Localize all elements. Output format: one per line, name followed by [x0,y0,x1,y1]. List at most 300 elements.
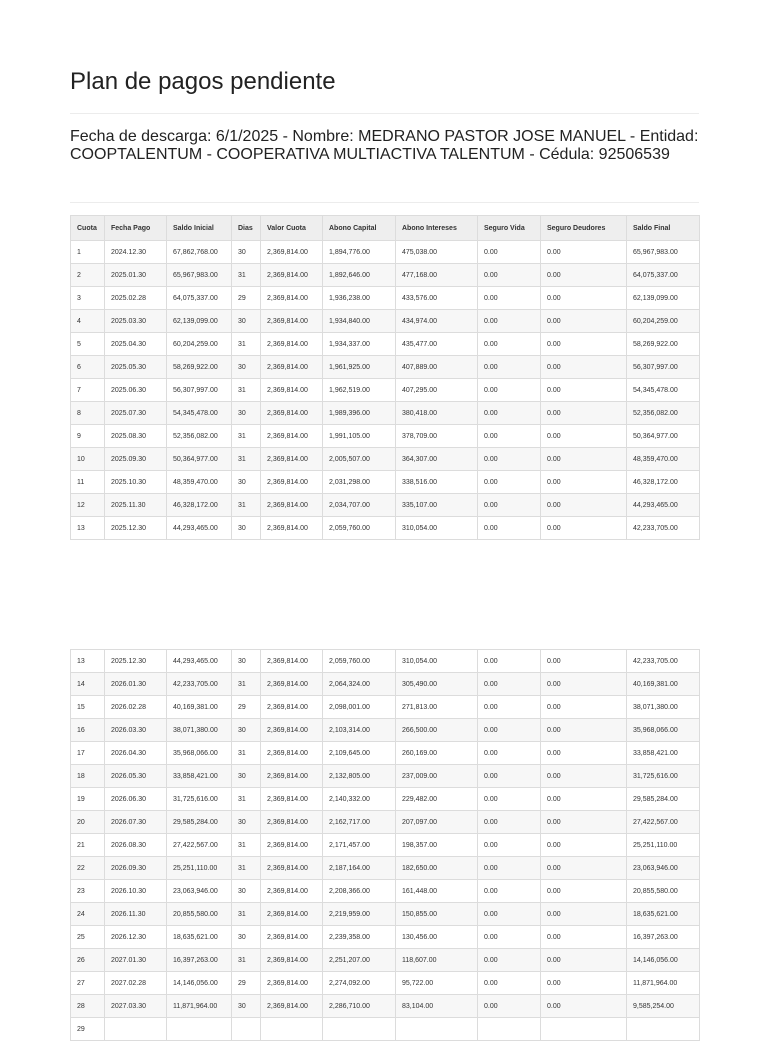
column-header: Abono Capital [323,216,396,241]
table-row [71,471,700,494]
table-cell: 1,934,337.00 [323,333,396,356]
table-cell: 33,858,421.00 [627,742,700,765]
table-cell: 266,500.00 [396,719,478,742]
table-cell: 0.00 [541,903,627,926]
table-cell: 29 [232,696,261,719]
table-cell: 31,725,616.00 [167,788,232,811]
table-cell: 62,139,099.00 [167,310,232,333]
table-cell: 83,104.00 [396,995,478,1018]
table-cell: 0.00 [541,719,627,742]
table-cell: 2026.10.30 [105,880,167,903]
table-cell: 58,269,922.00 [627,333,700,356]
table-cell: 0.00 [478,241,541,264]
table-cell: 2,369,814.00 [261,264,323,287]
table-cell: 0.00 [478,333,541,356]
table-cell: 31 [232,448,261,471]
table-cell: 52,356,082.00 [627,402,700,425]
table-cell: 30 [232,765,261,788]
table-row [71,287,700,310]
table-cell: 16,397,263.00 [627,926,700,949]
table-cell: 2,103,314.00 [323,719,396,742]
table-cell: 2025.09.30 [105,448,167,471]
table-row [71,834,700,857]
table-cell: 2,005,507.00 [323,448,396,471]
table-cell: 0.00 [541,880,627,903]
table-cell: 30 [232,719,261,742]
table-cell: 1,894,776.00 [323,241,396,264]
table-cell: 24 [71,903,105,926]
table-cell: 2025.05.30 [105,356,167,379]
table-cell: 2,109,645.00 [323,742,396,765]
table-row [71,379,700,402]
table-cell: 2,098,001.00 [323,696,396,719]
table-cell: 11 [71,471,105,494]
table-cell: 18,635,621.00 [627,903,700,926]
table-cell: 2,064,324.00 [323,673,396,696]
table-cell: 50,364,977.00 [627,425,700,448]
table-cell: 2,369,814.00 [261,949,323,972]
table-cell: 0.00 [478,926,541,949]
table-cell: 0.00 [478,310,541,333]
table-cell: 27,422,567.00 [167,834,232,857]
table-cell: 2027.01.30 [105,949,167,972]
table-cell: 2025.04.30 [105,333,167,356]
table-cell: 58,269,922.00 [167,356,232,379]
table-cell: 3 [71,287,105,310]
download-info: Fecha de descarga: 6/1/2025 - Nombre: MEDRANO PASTOR JOSE MANUEL - Entidad: COOPTALENTUM - COOPERATIVA MULTIACTIVA TALENTUM - Cédula: 92506539 [70,128,699,163]
payment-table-page-2 [70,657,699,1033]
table-cell: 11,871,964.00 [627,972,700,995]
table-cell: 7 [71,379,105,402]
table-cell: 2,369,814.00 [261,425,323,448]
table-cell: 29 [71,1018,105,1041]
table-cell: 60,204,259.00 [627,310,700,333]
table-cell: 130,456.00 [396,926,478,949]
table-cell: 42,233,705.00 [167,673,232,696]
table-cell: 56,307,997.00 [167,379,232,402]
table-row [71,402,700,425]
table-cell: 310,054.00 [396,517,478,540]
table-cell: 38,071,380.00 [627,696,700,719]
table-cell: 31 [232,673,261,696]
table-cell: 2,132,805.00 [323,765,396,788]
table-row [71,903,700,926]
table-row [71,673,700,696]
table-cell: 0.00 [478,949,541,972]
table-cell [541,1018,627,1041]
column-header: Seguro Deudores [541,216,627,241]
table-cell: 13 [71,517,105,540]
table-cell: 30 [232,517,261,540]
table-cell: 14,146,056.00 [167,972,232,995]
table-cell: 64,075,337.00 [167,287,232,310]
table-cell: 64,075,337.00 [627,264,700,287]
table-cell: 31 [232,903,261,926]
table-cell: 2,369,814.00 [261,742,323,765]
table-cell: 2025.01.30 [105,264,167,287]
table-cell: 29,585,284.00 [167,811,232,834]
table-cell: 14 [71,673,105,696]
table-cell: 0.00 [478,379,541,402]
table-cell: 30 [232,310,261,333]
table-cell: 6 [71,356,105,379]
table-cell: 0.00 [541,650,627,673]
table-cell: 2,059,760.00 [323,517,396,540]
table-cell: 335,107.00 [396,494,478,517]
table-cell: 0.00 [541,494,627,517]
table-cell: 1,989,396.00 [323,402,396,425]
table-cell: 0.00 [541,926,627,949]
table-row [71,765,700,788]
info-divider [70,202,699,203]
table-cell: 2,171,457.00 [323,834,396,857]
table-cell: 0.00 [541,356,627,379]
table-cell: 0.00 [541,673,627,696]
table-row [71,972,700,995]
table-cell: 0.00 [478,494,541,517]
table-cell: 2026.03.30 [105,719,167,742]
table-cell: 2027.02.28 [105,972,167,995]
table-cell: 31 [232,494,261,517]
table-cell: 0.00 [541,811,627,834]
table-cell: 0.00 [478,765,541,788]
table-cell: 161,448.00 [396,880,478,903]
table-cell: 0.00 [478,673,541,696]
column-header: Cuota [71,216,105,241]
table-cell: 2,187,164.00 [323,857,396,880]
table-cell: 56,307,997.00 [627,356,700,379]
table-cell [105,1018,167,1041]
column-header: Saldo Final [627,216,700,241]
table-cell: 0.00 [478,448,541,471]
table-cell: 2,369,814.00 [261,517,323,540]
table-cell: 0.00 [541,765,627,788]
table-cell: 62,139,099.00 [627,287,700,310]
table-cell: 2,369,814.00 [261,765,323,788]
table-row [71,448,700,471]
table-cell: 44,293,465.00 [167,517,232,540]
table-cell: 20,855,580.00 [167,903,232,926]
table-cell: 12 [71,494,105,517]
table-cell: 30 [232,880,261,903]
table-cell: 11,871,964.00 [167,995,232,1018]
table-cell: 23 [71,880,105,903]
table-cell: 21 [71,834,105,857]
table-cell: 305,490.00 [396,673,478,696]
table-cell: 2025.03.30 [105,310,167,333]
table-cell: 2,219,959.00 [323,903,396,926]
table-cell: 44,293,465.00 [167,650,232,673]
table-cell: 67,862,768.00 [167,241,232,264]
table-cell: 46,328,172.00 [167,494,232,517]
table-cell: 2,369,814.00 [261,857,323,880]
table-row [71,880,700,903]
table-cell: 31 [232,834,261,857]
table-cell: 2,369,814.00 [261,356,323,379]
table-cell: 0.00 [541,471,627,494]
table-cell: 29 [232,287,261,310]
table-cell: 0.00 [478,356,541,379]
column-header: Valor Cuota [261,216,323,241]
table-row [71,310,700,333]
table-cell: 42,233,705.00 [627,650,700,673]
table-cell: 30 [232,995,261,1018]
table-cell: 2026.02.28 [105,696,167,719]
table-cell: 0.00 [478,471,541,494]
table-cell: 2026.04.30 [105,742,167,765]
table-cell: 0.00 [541,949,627,972]
table-cell: 0.00 [478,650,541,673]
table-cell [167,1018,232,1041]
table-cell: 2,369,814.00 [261,834,323,857]
table-cell: 407,295.00 [396,379,478,402]
table-cell: 31 [232,742,261,765]
table-cell: 0.00 [541,834,627,857]
table-cell: 364,307.00 [396,448,478,471]
table-cell: 0.00 [541,857,627,880]
table-cell: 1 [71,241,105,264]
table-cell: 15 [71,696,105,719]
table-cell: 17 [71,742,105,765]
table-cell: 0.00 [541,310,627,333]
table-cell: 2,239,358.00 [323,926,396,949]
table-cell: 42,233,705.00 [627,517,700,540]
table-cell: 2026.01.30 [105,673,167,696]
table-cell: 2,369,814.00 [261,471,323,494]
table-cell: 29,585,284.00 [627,788,700,811]
table-cell: 0.00 [478,857,541,880]
table-cell: 477,168.00 [396,264,478,287]
table-cell: 27,422,567.00 [627,811,700,834]
table-cell: 2026.08.30 [105,834,167,857]
table-cell: 65,967,983.00 [167,264,232,287]
table-cell: 54,345,478.00 [167,402,232,425]
table-cell: 30 [232,241,261,264]
table-cell: 2025.12.30 [105,650,167,673]
table-cell: 2026.06.30 [105,788,167,811]
table-cell: 31,725,616.00 [627,765,700,788]
table-cell: 31 [232,788,261,811]
table-row [71,241,700,264]
table-cell: 27 [71,972,105,995]
table-cell: 378,709.00 [396,425,478,448]
table-cell: 2026.07.30 [105,811,167,834]
table-cell: 0.00 [541,972,627,995]
table-cell: 8 [71,402,105,425]
table-cell: 0.00 [478,696,541,719]
table-cell: 2,369,814.00 [261,719,323,742]
table-row [71,926,700,949]
table-cell [261,1018,323,1041]
table-cell: 1,962,519.00 [323,379,396,402]
table-cell: 35,968,066.00 [627,719,700,742]
table-cell: 237,009.00 [396,765,478,788]
table-cell: 23,063,946.00 [167,880,232,903]
table-row [71,696,700,719]
table-cell: 1,991,105.00 [323,425,396,448]
table-cell: 2 [71,264,105,287]
table-cell: 0.00 [478,972,541,995]
table-cell [232,1018,261,1041]
table-cell: 65,967,983.00 [627,241,700,264]
table-cell: 23,063,946.00 [627,857,700,880]
table-cell: 434,974.00 [396,310,478,333]
table-row [71,788,700,811]
table-cell: 2,031,298.00 [323,471,396,494]
table-cell: 13 [71,650,105,673]
table-cell: 207,097.00 [396,811,478,834]
table-cell: 433,576.00 [396,287,478,310]
table-row [71,949,700,972]
table-cell: 2,286,710.00 [323,995,396,1018]
table-cell: 31 [232,264,261,287]
table-cell: 2,369,814.00 [261,494,323,517]
table-cell: 150,855.00 [396,903,478,926]
table-cell: 0.00 [541,333,627,356]
table-cell: 1,961,925.00 [323,356,396,379]
table-cell: 0.00 [478,903,541,926]
table-cell: 9 [71,425,105,448]
table-cell: 16 [71,719,105,742]
table-cell: 2,369,814.00 [261,448,323,471]
table-cell: 25 [71,926,105,949]
table-cell: 118,607.00 [396,949,478,972]
table-cell: 40,169,381.00 [167,696,232,719]
table-cell: 310,054.00 [396,650,478,673]
table-cell: 0.00 [478,517,541,540]
table-cell: 407,889.00 [396,356,478,379]
table-cell: 31 [232,425,261,448]
table-cell: 2025.08.30 [105,425,167,448]
table-cell: 260,169.00 [396,742,478,765]
table-row [71,1018,700,1041]
table-row [71,494,700,517]
table-cell: 52,356,082.00 [167,425,232,448]
table-row [71,742,700,765]
column-header: Abono Intereses [396,216,478,241]
table-row [71,995,700,1018]
table-cell: 18,635,621.00 [167,926,232,949]
table-cell: 2,369,814.00 [261,811,323,834]
table-cell: 2024.12.30 [105,241,167,264]
table-cell: 0.00 [478,811,541,834]
page-title: Plan de pagos pendiente [70,68,336,95]
table-cell: 271,813.00 [396,696,478,719]
table-cell: 2025.11.30 [105,494,167,517]
column-header: Seguro Vida [478,216,541,241]
table-cell: 2026.12.30 [105,926,167,949]
table-cell: 40,169,381.00 [627,673,700,696]
table-cell: 0.00 [541,241,627,264]
table-cell: 30 [232,650,261,673]
table-cell: 1,934,840.00 [323,310,396,333]
table-cell: 2,369,814.00 [261,287,323,310]
table-cell: 2,274,092.00 [323,972,396,995]
table-row [71,517,700,540]
table-cell: 2,059,760.00 [323,650,396,673]
table-cell: 2,369,814.00 [261,788,323,811]
table-cell: 2,369,814.00 [261,903,323,926]
table-cell: 16,397,263.00 [167,949,232,972]
table-cell: 31 [232,333,261,356]
payment-schedule-table [70,215,700,540]
table-cell: 2,369,814.00 [261,333,323,356]
table-cell: 2,369,814.00 [261,995,323,1018]
table-cell: 2,251,207.00 [323,949,396,972]
table-cell: 46,328,172.00 [627,471,700,494]
table-cell: 0.00 [478,788,541,811]
table-cell: 44,293,465.00 [627,494,700,517]
table-cell: 2026.09.30 [105,857,167,880]
title-divider [70,113,699,114]
table-cell: 2025.12.30 [105,517,167,540]
table-cell: 2,369,814.00 [261,402,323,425]
column-header: Fecha Pago [105,216,167,241]
table-row [71,333,700,356]
table-cell: 30 [232,471,261,494]
table-cell: 0.00 [478,719,541,742]
table-row [71,650,700,673]
table-cell: 182,650.00 [396,857,478,880]
table-cell: 2025.10.30 [105,471,167,494]
table-cell: 198,357.00 [396,834,478,857]
table-cell: 30 [232,926,261,949]
table-cell: 19 [71,788,105,811]
table-row [71,425,700,448]
table-cell: 0.00 [478,995,541,1018]
table-cell: 2,369,814.00 [261,880,323,903]
table-cell [396,1018,478,1041]
table-cell: 0.00 [541,448,627,471]
table-cell: 4 [71,310,105,333]
table-cell: 2,162,717.00 [323,811,396,834]
table-cell: 31 [232,379,261,402]
table-cell: 0.00 [541,517,627,540]
table-cell: 475,038.00 [396,241,478,264]
table-cell: 35,968,066.00 [167,742,232,765]
table-cell: 0.00 [541,402,627,425]
table-cell: 31 [232,949,261,972]
payment-table-page-1 [70,215,699,532]
column-header: Dias [232,216,261,241]
table-cell: 48,359,470.00 [627,448,700,471]
table-cell: 435,477.00 [396,333,478,356]
table-cell: 0.00 [478,287,541,310]
table-cell: 33,858,421.00 [167,765,232,788]
table-cell: 2,140,332.00 [323,788,396,811]
table-cell [478,1018,541,1041]
table-row [71,857,700,880]
table-cell: 0.00 [541,742,627,765]
table-row [71,719,700,742]
table-cell: 338,516.00 [396,471,478,494]
table-cell: 380,418.00 [396,402,478,425]
table-cell: 2025.02.28 [105,287,167,310]
table-cell: 0.00 [478,264,541,287]
table-cell: 0.00 [478,742,541,765]
table-cell [627,1018,700,1041]
table-cell: 2,369,814.00 [261,673,323,696]
table-cell: 54,345,478.00 [627,379,700,402]
table-cell: 25,251,110.00 [167,857,232,880]
table-cell: 2,369,814.00 [261,696,323,719]
table-cell: 10 [71,448,105,471]
table-cell: 2,369,814.00 [261,650,323,673]
table-cell: 2026.05.30 [105,765,167,788]
column-header: Saldo Inicial [167,216,232,241]
table-cell: 31 [232,857,261,880]
table-cell: 18 [71,765,105,788]
